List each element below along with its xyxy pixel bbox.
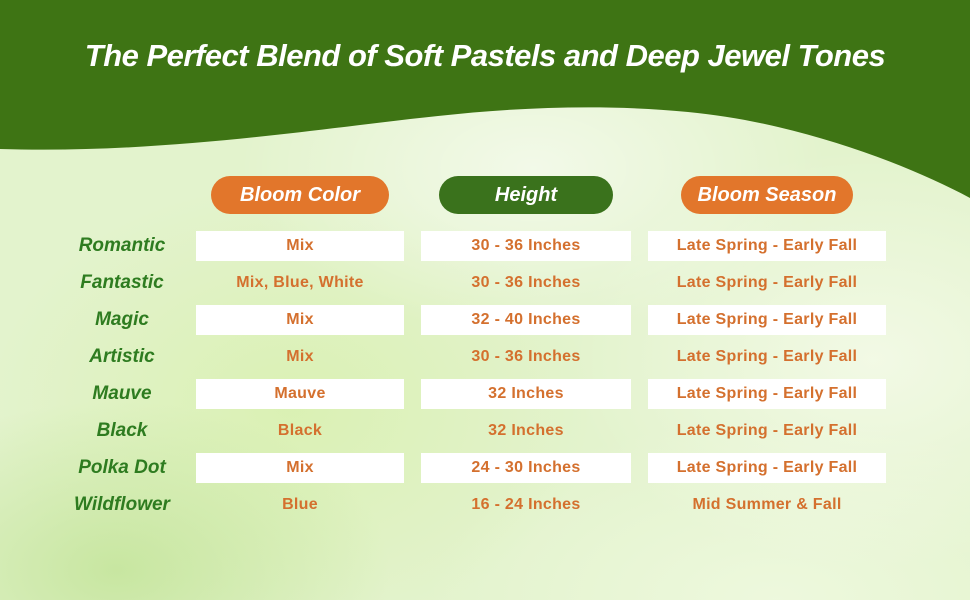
bloom-color-cell: Mix xyxy=(196,305,404,335)
bloom-color-cell: Black xyxy=(277,422,323,439)
table-row xyxy=(0,379,886,409)
height-cell: 30 - 36 Inches xyxy=(421,231,631,261)
row-label: Wildflower xyxy=(74,494,170,515)
row-label: Romantic xyxy=(78,235,166,256)
bloom-color-cell: Mix xyxy=(196,453,404,483)
bloom-color-cell: Blue xyxy=(282,496,318,513)
row-label: Fantastic xyxy=(80,272,164,293)
bloom-season-cell: Late Spring - Early Fall xyxy=(676,274,858,291)
height-cell: 30 - 36 Inches xyxy=(471,274,581,291)
table-row xyxy=(0,305,886,335)
bloom-season-cell: Mid Summer & Fall xyxy=(692,496,842,513)
row-label: Magic xyxy=(95,309,149,330)
table-row xyxy=(0,453,886,483)
bloom-season-cell: Late Spring - Early Fall xyxy=(676,422,858,439)
height-cell: 24 - 30 Inches xyxy=(421,453,631,483)
row-label: Black xyxy=(96,420,148,441)
row-label: Artistic xyxy=(89,346,155,367)
table-row xyxy=(0,416,886,446)
bloom-color-cell: Mix xyxy=(286,348,314,365)
bloom-season-cell: Late Spring - Early Fall xyxy=(648,379,886,409)
bloom-color-cell: Mix xyxy=(196,231,404,261)
bloom-season-cell: Late Spring - Early Fall xyxy=(648,305,886,335)
bloom-color-cell: Mix, Blue, White xyxy=(236,274,364,291)
table-row xyxy=(0,231,886,261)
column-headers xyxy=(196,176,886,214)
height-cell: 30 - 36 Inches xyxy=(471,348,581,365)
bloom-season-cell: Late Spring - Early Fall xyxy=(648,231,886,261)
height-cell: 32 Inches xyxy=(488,422,564,439)
column-header-height: Height xyxy=(439,176,613,214)
height-cell: 32 Inches xyxy=(421,379,631,409)
bloom-color-cell: Mauve xyxy=(196,379,404,409)
page-title: The Perfect Blend of Soft Pastels and Deep Jewel Tones xyxy=(84,38,886,73)
comparison-table xyxy=(0,176,886,527)
column-header-bloom-color: Bloom Color xyxy=(211,176,389,214)
column-header-bloom-season: Bloom Season xyxy=(681,176,853,214)
bloom-season-cell: Late Spring - Early Fall xyxy=(648,453,886,483)
height-cell: 32 - 40 Inches xyxy=(421,305,631,335)
row-label: Mauve xyxy=(92,383,152,404)
table-row xyxy=(0,342,886,372)
bloom-season-cell: Late Spring - Early Fall xyxy=(676,348,858,365)
table-row xyxy=(0,268,886,298)
table-body xyxy=(0,231,886,520)
row-label: Polka Dot xyxy=(78,457,166,478)
table-row xyxy=(0,490,886,520)
height-cell: 16 - 24 Inches xyxy=(471,496,581,513)
